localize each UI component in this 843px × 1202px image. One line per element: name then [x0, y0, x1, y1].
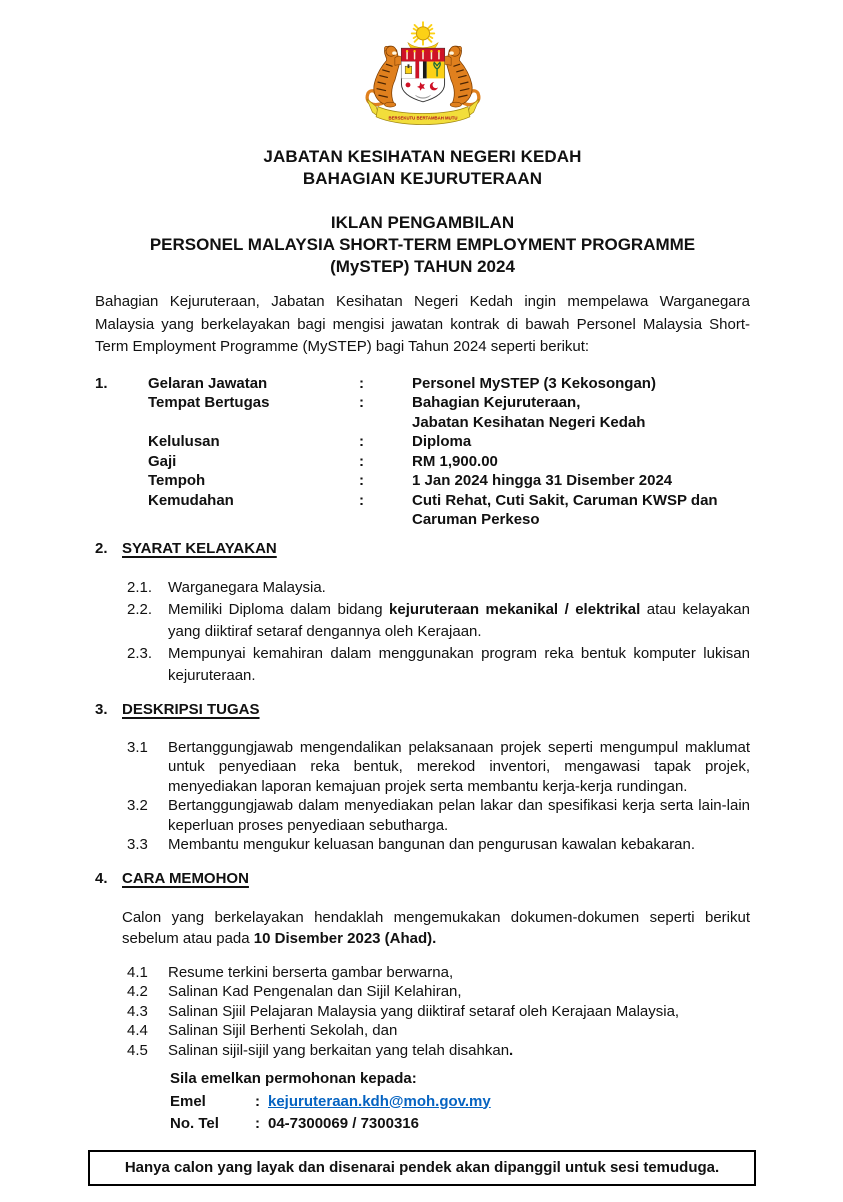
- item-number: 3.1: [127, 738, 148, 756]
- job-item-number: [95, 432, 148, 452]
- job-label: Gaji: [148, 452, 177, 470]
- list-item: [127, 1002, 750, 1022]
- item-number: 4.4: [127, 1022, 148, 1039]
- job-label: Tempat Bertugas: [148, 394, 270, 411]
- job-item-number: [95, 510, 148, 530]
- item-text: Bertanggungjawab dalam menyediakan pelan lakar dan spesifikasi kerja serta lain-lain keperluan proses penyediaan sebutharga.: [168, 797, 750, 834]
- section-number: 3.: [95, 700, 108, 718]
- item-number: 2.2.: [127, 600, 153, 618]
- tiger-left-icon: [367, 46, 402, 107]
- item-text: Salinan Sjiil Pelajaran Malaysia yang diiktiraf setaraf oleh Kerajaan Malaysia,: [168, 1002, 680, 1020]
- list-item: [127, 796, 750, 835]
- job-colon: [359, 510, 412, 530]
- item-text: Salinan Sijil Berhenti Sekolah, dan: [168, 1022, 398, 1039]
- section2-heading: [95, 539, 750, 559]
- list-item: [127, 1041, 750, 1061]
- job-colon: :: [359, 394, 364, 411]
- job-colon: :: [359, 491, 364, 509]
- job-colon: :: [359, 433, 364, 450]
- list-item: [127, 599, 750, 643]
- job-value: Personel MySTEP (3 Kekosongan): [412, 374, 656, 392]
- item-number: 4.2: [127, 983, 148, 1000]
- contact-heading: Sila emelkan permohonan kepada:: [170, 1070, 417, 1087]
- job-colon: [359, 413, 412, 433]
- doc-title-line1: IKLAN PENGAMBILAN: [330, 213, 515, 232]
- item-text: Mempunyai kemahiran dalam menggunakan program reka bentuk komputer lukisan kejuruteraan.: [168, 644, 750, 684]
- tel-colon: :: [255, 1115, 260, 1132]
- job-item-number: 1.: [95, 374, 108, 392]
- list-item: [127, 1021, 750, 1041]
- job-label: Kemudahan: [148, 491, 234, 509]
- intro-paragraph: Bahagian Kejuruteraan, Jabatan Kesihatan Negeri Kedah ingin mempelawa Warganegara Malaysia yang berkelayakan bagi mengisi jawatan kontrak di bawah Personel Malaysia Short-Term Employment Programme (MySTEP) bagi Tahun 2024 seperti berikut:: [95, 293, 750, 355]
- job-label: Kelulusan: [148, 433, 220, 450]
- footer-notice-box: [88, 1150, 756, 1186]
- section-title: CARA MEMOHON: [122, 869, 249, 887]
- job-value: Diploma: [412, 433, 472, 450]
- job-value: Caruman Perkeso: [412, 511, 540, 528]
- doc-title-line2: PERSONEL MALAYSIA SHORT-TERM EMPLOYMENT PROGRAMME: [149, 235, 696, 254]
- email-colon: :: [255, 1092, 260, 1110]
- list-item: [127, 963, 750, 983]
- item-text: Membantu mengukur keluasan bangunan dan pengurusan kawalan kebakaran.: [168, 836, 696, 853]
- doc-title-line3: (MySTEP) TAHUN 2024: [330, 257, 515, 276]
- tel-label: No. Tel: [170, 1115, 219, 1132]
- item-number: 2.3.: [127, 644, 153, 662]
- list-item: [127, 738, 750, 797]
- item-number: 3.3: [127, 836, 148, 853]
- item-text: Salinan Kad Pengenalan dan Sijil Kelahiran,: [168, 983, 462, 1000]
- item-text: Resume terkini berserta gambar berwarna,: [168, 963, 454, 981]
- item-text: Memiliki Diploma dalam bidang kejuruteraan mekanikal / elektrikal atau kelayakan yang diiktiraf setaraf dengannya oleh Kerajaan.: [168, 600, 750, 640]
- job-item-number: [95, 491, 148, 511]
- malaysia-coat-of-arms-icon: [348, 20, 498, 133]
- item-text: Bertanggungjawab mengendalikan pelaksanaan projek seperti mengumpul maklumat untuk penyediaan reka bentuk, merekod inventori, mengawasi tapak projek, menyediakan laporan kemajuan projek serta membantu kerja-kerja rundingan.: [168, 738, 750, 795]
- email-label: Emel: [170, 1092, 206, 1110]
- job-label: Tempoh: [148, 472, 206, 489]
- job-item-number: [95, 393, 148, 413]
- item-text: Warganegara Malaysia.: [168, 578, 326, 596]
- section4-heading: [95, 869, 750, 889]
- section2-items: [127, 577, 750, 687]
- list-item: [127, 982, 750, 1002]
- section3-heading: [95, 700, 750, 720]
- footer-notice-text: Hanya calon yang layak dan disenarai pendek akan dipanggil untuk sesi temuduga.: [124, 1158, 720, 1176]
- tel-value: 04-7300069 / 7300316: [268, 1115, 419, 1132]
- job-label: Gelaran Jawatan: [148, 374, 268, 392]
- org-name-line2: BAHAGIAN KEJURUTERAAN: [302, 169, 543, 188]
- job-item-number: [95, 471, 148, 491]
- email-link[interactable]: kejuruteraan.kdh@moh.gov.my: [268, 1092, 491, 1110]
- section-title: DESKRIPSI TUGAS: [122, 700, 260, 718]
- section4-items: [127, 963, 750, 1061]
- section-number: 2.: [95, 539, 108, 557]
- crest-motto-text: BERSEKUTU BERTAMBAH MUTU: [388, 115, 457, 121]
- item-number: 4.5: [127, 1041, 148, 1059]
- job-colon: :: [359, 452, 364, 470]
- contact-tel-row: [170, 1113, 750, 1136]
- list-item: [127, 835, 750, 855]
- contact-block: [170, 1068, 750, 1136]
- section3-items: [127, 738, 750, 855]
- list-item: [127, 577, 750, 599]
- section4-paragraph: Calon yang berkelayakan hendaklah mengemukakan dokumen-dokumen seperti berikut sebelum atau pada 10 Disember 2023 (Ahad).: [122, 908, 750, 947]
- job-colon: :: [359, 374, 364, 392]
- job-value: RM 1,900.00: [412, 452, 498, 470]
- item-number: 3.2: [127, 797, 148, 814]
- job-item-number: [95, 452, 148, 472]
- job-value: 1 Jan 2024 hingga 31 Disember 2024: [412, 472, 673, 489]
- org-name-line1: JABATAN KESIHATAN NEGERI KEDAH: [263, 147, 582, 166]
- section-number: 4.: [95, 869, 108, 887]
- job-value: Jabatan Kesihatan Negeri Kedah: [412, 413, 646, 431]
- job-value: Bahagian Kejuruteraan,: [412, 394, 581, 411]
- section-title: SYARAT KELAYAKAN: [122, 539, 277, 557]
- job-colon: :: [359, 472, 364, 489]
- letterhead-crest: [95, 20, 750, 138]
- job-item-number: [95, 413, 148, 433]
- job-details-table: [95, 374, 750, 530]
- crest-shield-icon: [401, 48, 444, 101]
- list-item: [127, 643, 750, 687]
- item-number: 4.1: [127, 963, 148, 981]
- item-text: Salinan sijil-sijil yang berkaitan yang telah disahkan.: [168, 1041, 514, 1059]
- job-label: [148, 413, 359, 433]
- contact-email-row: [170, 1091, 750, 1114]
- item-number: 4.3: [127, 1002, 148, 1020]
- item-number: 2.1.: [127, 578, 153, 596]
- job-label: [148, 510, 359, 530]
- tiger-right-icon: [443, 46, 478, 107]
- job-value: Cuti Rehat, Cuti Sakit, Caruman KWSP dan: [412, 491, 718, 509]
